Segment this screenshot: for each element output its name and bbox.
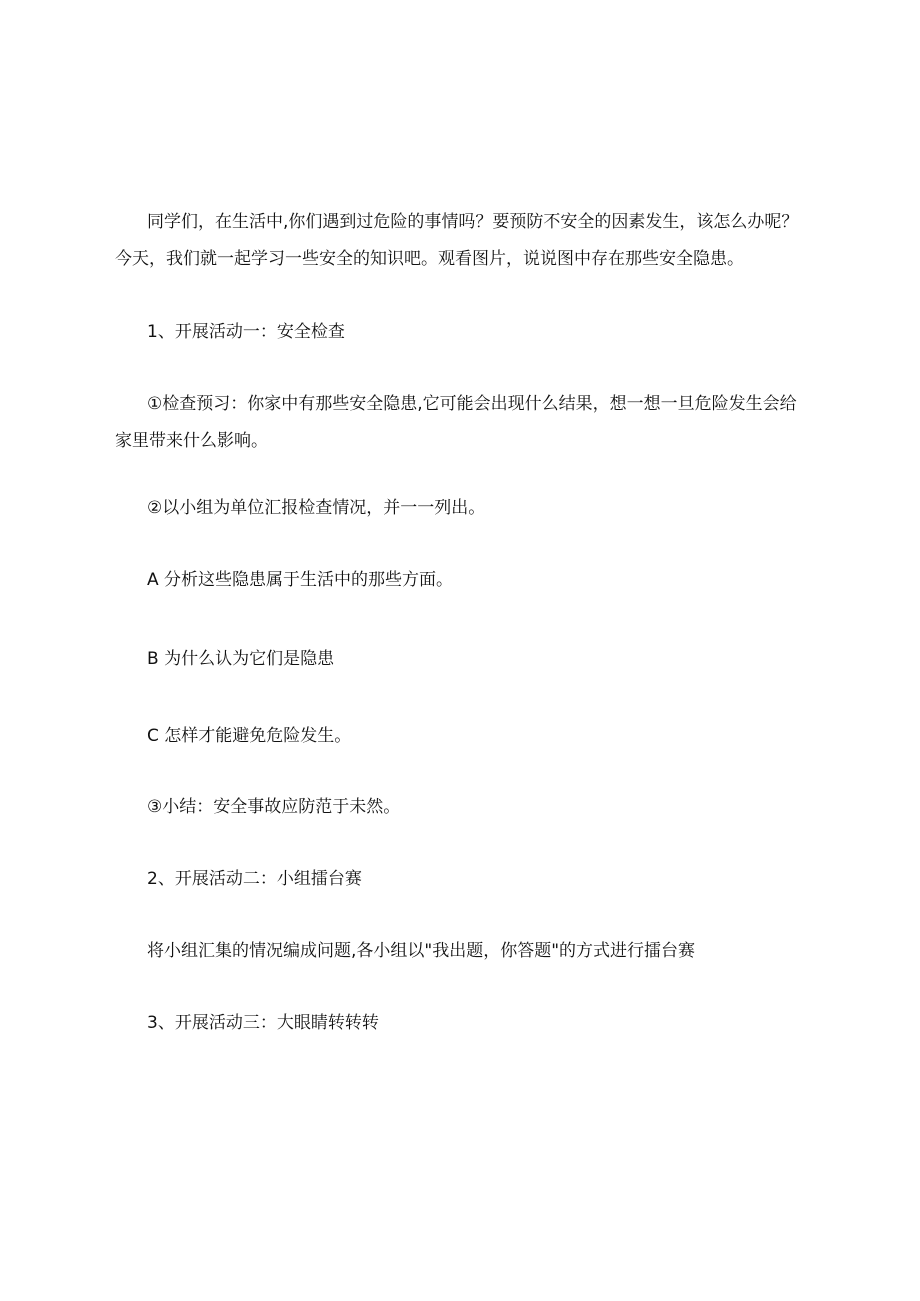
check-preview-line-1: ①检查预习：你家中有那些安全隐患,它可能会出现什么结果，想一想一旦危险发生会给 — [147, 394, 797, 414]
activity-2-text: 将小组汇集的情况编成问题,各小组以"我出题，你答题"的方式进行擂台赛 — [147, 941, 696, 961]
item-b-text: B 为什么认为它们是隐患 — [147, 649, 335, 669]
activity-1-heading: 1、开展活动一：安全检查 — [147, 322, 345, 342]
activity-3-heading: 3、开展活动三：大眼睛转转转 — [147, 1013, 379, 1033]
item-c-text: C 怎样才能避免危险发生。 — [147, 726, 352, 746]
summary-text: ③小结：安全事故应防范于未然。 — [147, 797, 401, 817]
intro-line-2: 今天，我们就一起学习一些安全的知识吧。观看图片，说说图中存在那些安全隐患。 — [115, 249, 744, 269]
activity-2-heading: 2、开展活动二：小组擂台赛 — [147, 869, 362, 889]
intro-line-1: 同学们，在生活中,你们遇到过危险的事情吗？要预防不安全的因素发生，该怎么办呢？ — [147, 212, 799, 232]
check-preview-line-2: 家里带来什么影响。 — [115, 431, 268, 451]
group-report-text: ②以小组为单位汇报检查情况，并一一列出。 — [147, 498, 486, 518]
item-a-text: A 分析这些隐患属于生活中的那些方面。 — [147, 570, 454, 590]
